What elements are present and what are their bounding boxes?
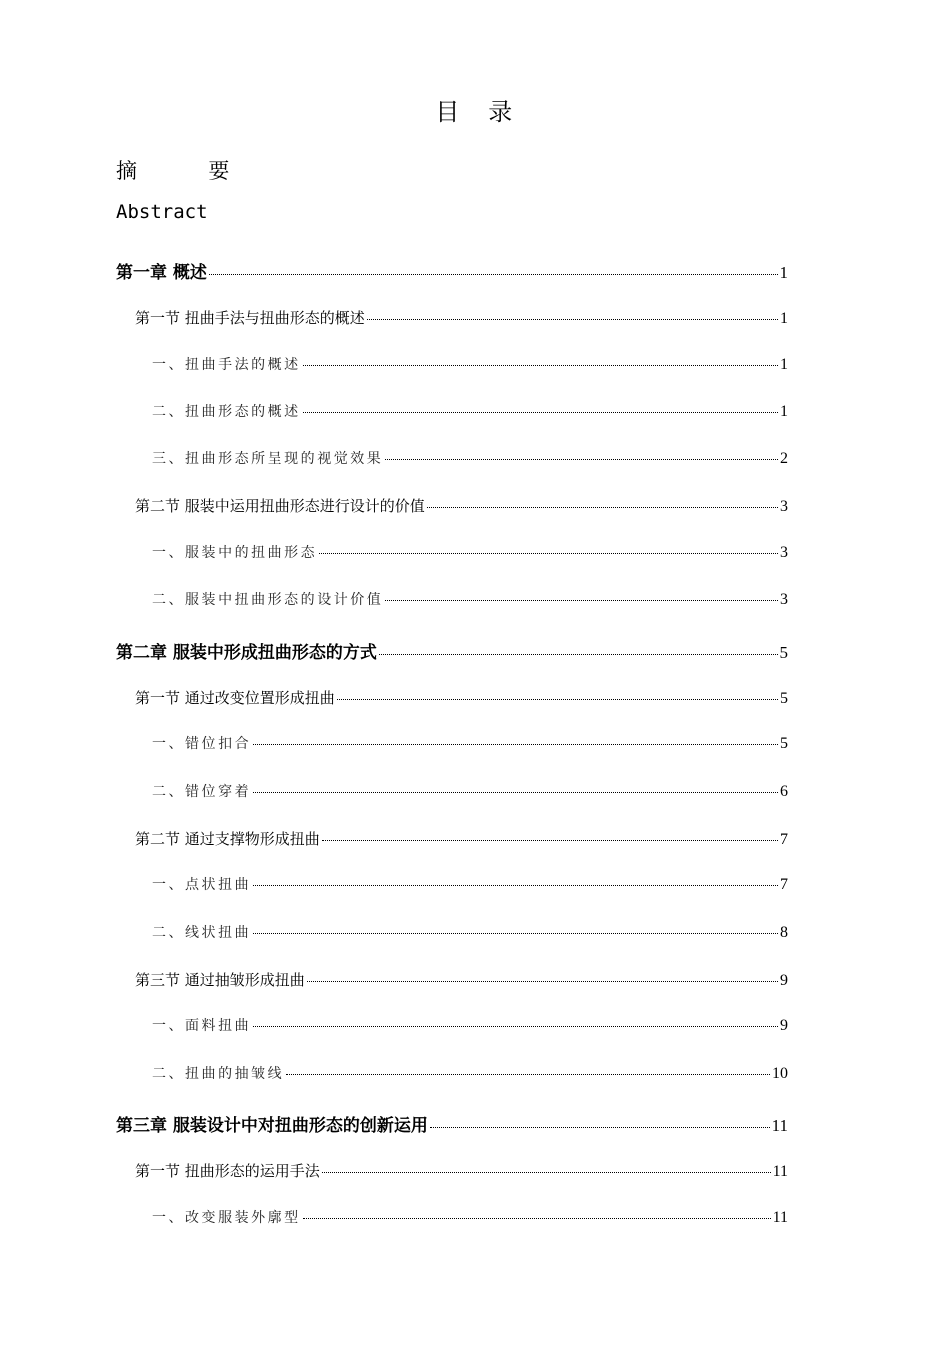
toc-entry-level-1[interactable] (116, 638, 788, 663)
toc-entry-title: 二、服装中扭曲形态的设计价值 (152, 592, 384, 608)
toc-page-number: 5 (780, 690, 788, 707)
toc-dot-leader (379, 654, 778, 655)
toc-dot-leader (385, 600, 778, 601)
toc-entry-title: 第一节 扭曲手法与扭曲形态的概述 (135, 309, 365, 327)
toc-entry-title: 第一节 扭曲形态的运用手法 (135, 1162, 320, 1180)
toc-page-number: 5 (780, 735, 788, 752)
toc-dot-leader (319, 553, 778, 554)
toc-entry-level-3[interactable] (152, 1207, 788, 1227)
toc-dot-leader (427, 507, 778, 508)
toc-entry-title: 第二节 通过支撑物形成扭曲 (135, 830, 320, 848)
toc-entry-title: 二、扭曲形态的概述 (152, 404, 301, 420)
toc-entry-title: 第一节 通过改变位置形成扭曲 (135, 689, 335, 707)
toc-entry-level-2[interactable] (135, 969, 788, 990)
toc-page-number: 3 (780, 591, 788, 608)
toc-entry-title: 第二章 服装中形成扭曲形态的方式 (116, 643, 377, 663)
toc-dot-leader (322, 840, 778, 841)
toc-entry-level-3[interactable] (152, 589, 788, 609)
toc-entry-title: 第二节 服装中运用扭曲形态进行设计的价值 (135, 497, 425, 515)
toc-page-number: 3 (780, 498, 788, 515)
toc-entry-title: 二、扭曲的抽皱线 (152, 1066, 285, 1082)
toc-page-number: 8 (780, 924, 788, 941)
toc-page-number: 1 (780, 403, 788, 420)
toc-dot-leader (253, 885, 778, 886)
toc-page-number: 3 (780, 544, 788, 561)
toc-dot-leader (430, 1127, 770, 1128)
toc-entry-title: 三、扭曲形态所呈现的视觉效果 (152, 451, 384, 467)
toc-page-number: 11 (771, 1116, 788, 1135)
toc-dot-leader (303, 1218, 771, 1219)
toc-entry-level-2[interactable] (135, 687, 788, 708)
toc-entry-level-2[interactable] (135, 495, 788, 516)
toc-entry-title: 第一章 概述 (116, 263, 207, 283)
toc-entry-level-3[interactable] (152, 1015, 788, 1035)
toc-dot-leader (303, 365, 778, 366)
toc-dot-leader (209, 274, 778, 275)
toc-page-number: 6 (780, 783, 788, 800)
toc-page-number: 11 (772, 1163, 788, 1180)
toc-entry-title: 一、服装中的扭曲形态 (152, 545, 318, 561)
toc-dot-leader (307, 981, 778, 982)
toc-page-number: 11 (772, 1209, 788, 1226)
toc-entry-level-3[interactable] (152, 874, 788, 894)
toc-entry-title: 一、点状扭曲 (152, 877, 252, 893)
toc-page-number: 9 (780, 1017, 788, 1034)
toc-entry-title: 一、改变服装外廓型 (152, 1210, 301, 1226)
toc-entry-level-1[interactable] (116, 258, 788, 283)
toc-entry-level-3[interactable] (152, 733, 788, 753)
toc-page-number: 9 (780, 972, 788, 989)
toc-dot-leader (337, 699, 778, 700)
toc-dot-leader (253, 933, 778, 934)
toc-dot-leader (367, 319, 778, 320)
toc-entry-level-1[interactable] (116, 1111, 788, 1136)
toc-page-number: 5 (779, 643, 788, 662)
toc-dot-leader (253, 1026, 778, 1027)
page-title: 目 录 (435, 98, 515, 126)
toc-page-number: 1 (780, 310, 788, 327)
toc-dot-leader (253, 792, 778, 793)
toc-entry-title: 一、错位扣合 (152, 736, 252, 752)
toc-entry-title: 第三节 通过抽皱形成扭曲 (135, 971, 305, 989)
toc-page-number: 1 (780, 356, 788, 373)
toc-page-number: 10 (772, 1065, 788, 1082)
toc-entry-level-2[interactable] (135, 1160, 788, 1181)
toc-dot-leader (286, 1074, 770, 1075)
toc-dot-leader (303, 412, 778, 413)
toc-entry-level-3[interactable] (152, 781, 788, 801)
toc-page-number: 7 (780, 876, 788, 893)
toc-page-number: 7 (780, 831, 788, 848)
toc-entry-title: 第三章 服装设计中对扭曲形态的创新运用 (116, 1116, 428, 1136)
toc-entry-level-3[interactable] (152, 448, 788, 468)
toc-entry-level-3[interactable] (152, 401, 788, 421)
toc-entry-level-3[interactable] (152, 354, 788, 374)
toc-entry-level-3[interactable] (152, 922, 788, 942)
toc-entry-level-3[interactable] (152, 1063, 788, 1083)
toc-dot-leader (322, 1172, 771, 1173)
toc-entry-title: 二、线状扭曲 (152, 925, 252, 941)
toc-entry-title: 二、错位穿着 (152, 784, 252, 800)
toc-entry-level-3[interactable] (152, 542, 788, 562)
toc-entry-title: 一、面料扭曲 (152, 1018, 252, 1034)
abstract-en-heading: Abstract (116, 201, 208, 223)
toc-dot-leader (253, 744, 778, 745)
toc-dot-leader (385, 459, 778, 460)
toc-entry-title: 一、扭曲手法的概述 (152, 357, 301, 373)
toc-page-number: 1 (779, 263, 788, 282)
toc-entry-level-2[interactable] (135, 307, 788, 328)
toc-page-number: 2 (780, 450, 788, 467)
toc-entry-level-2[interactable] (135, 828, 788, 849)
abstract-cn-heading: 摘 要 (116, 159, 255, 183)
